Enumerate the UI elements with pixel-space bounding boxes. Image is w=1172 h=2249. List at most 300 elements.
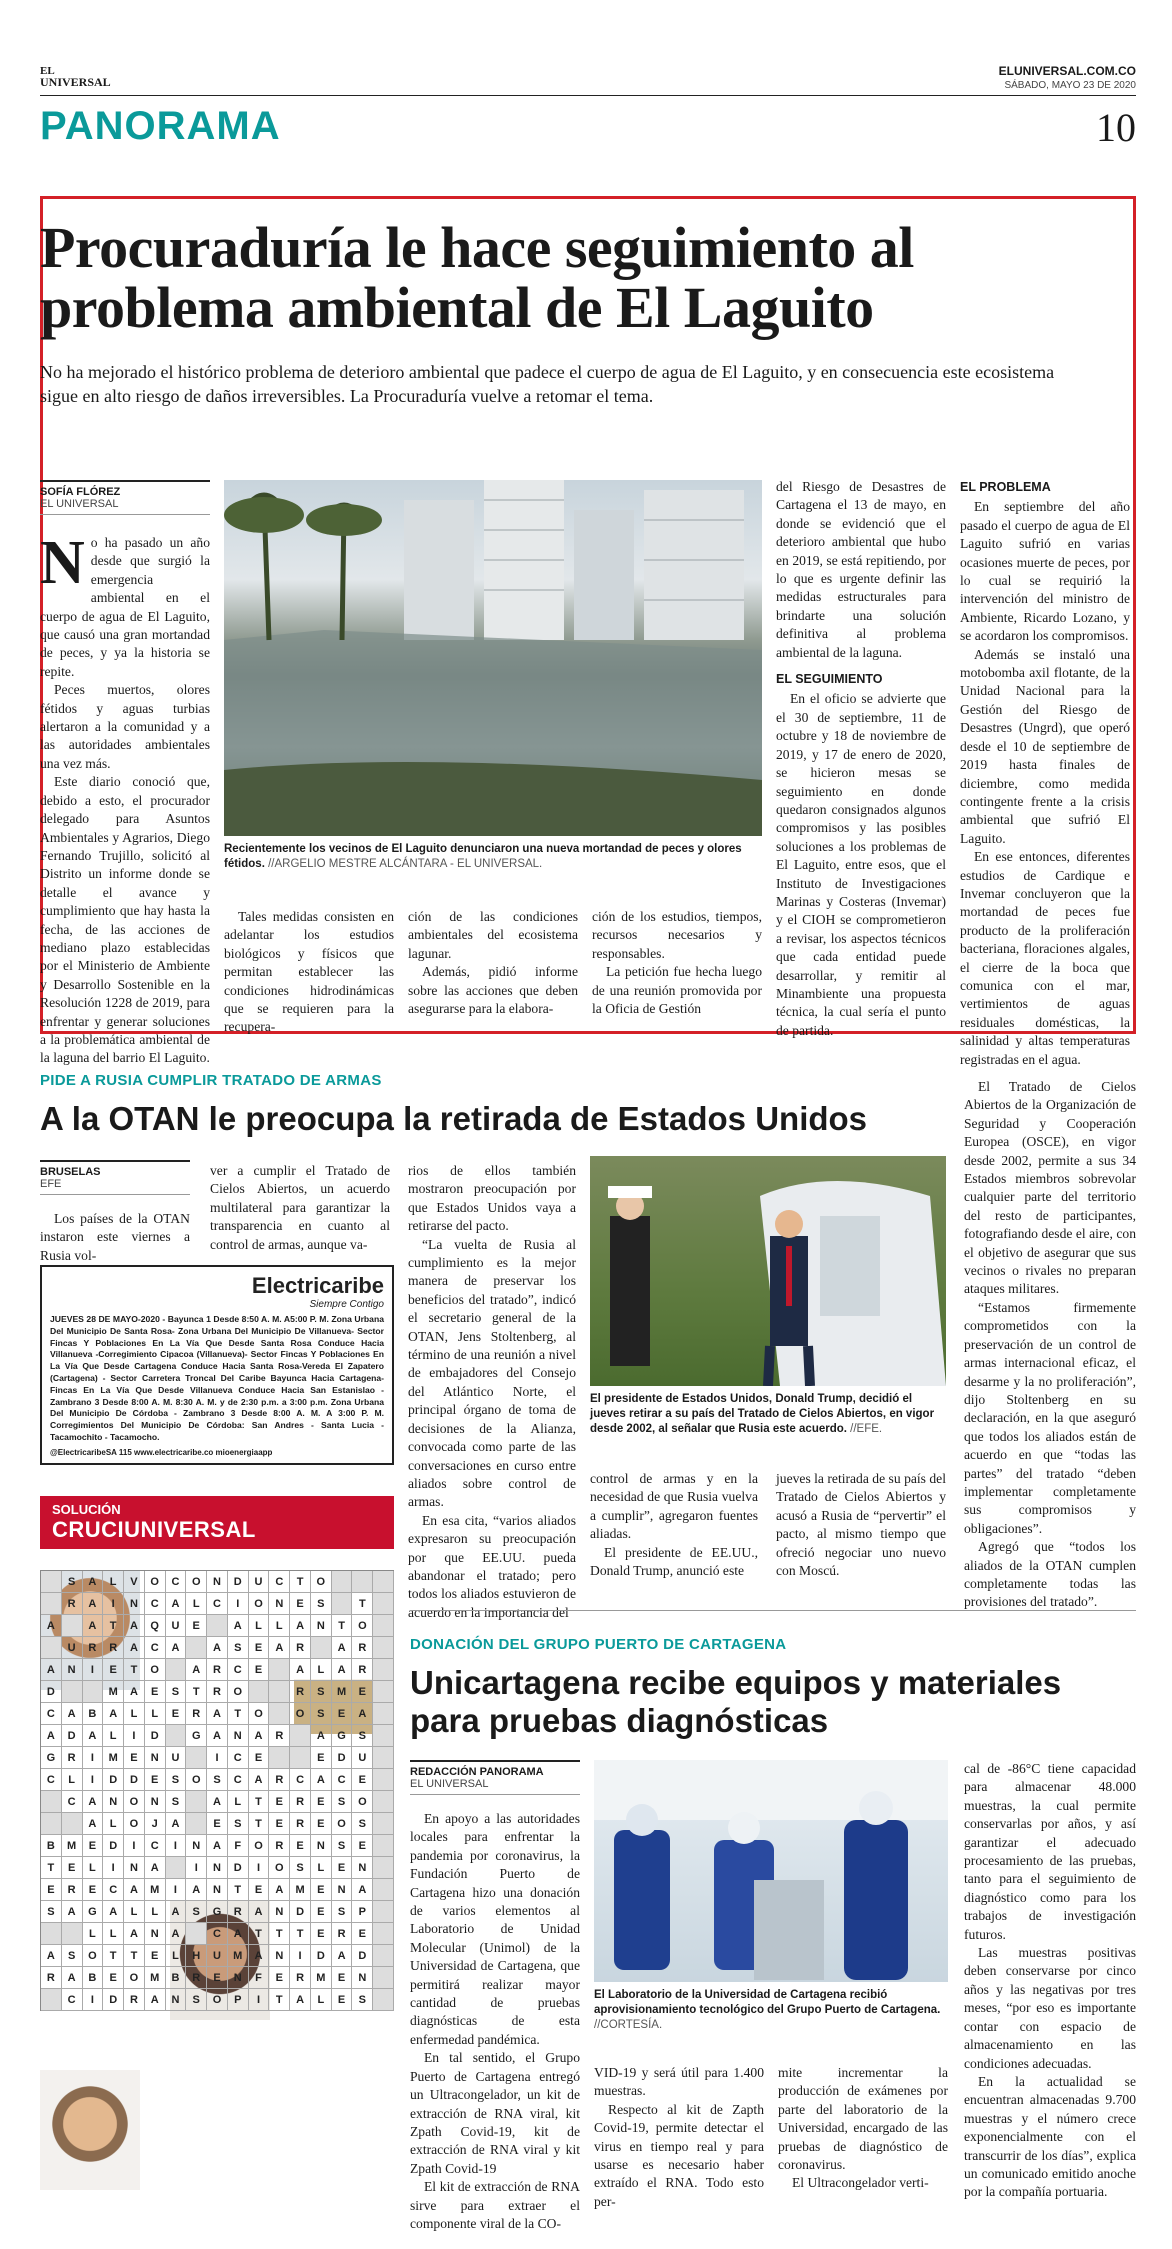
crossword-cell: N bbox=[166, 1989, 187, 2011]
crossword-cell: E bbox=[145, 1769, 166, 1791]
crossword-cell: A bbox=[83, 1813, 104, 1835]
crossword-cell: A bbox=[145, 1857, 166, 1879]
crossword-cell: T bbox=[249, 1923, 270, 1945]
crossword-cell: F bbox=[249, 1967, 270, 1989]
crossword-cell: A bbox=[290, 1659, 311, 1681]
crossword-cell: A bbox=[83, 1725, 104, 1747]
crossword-cell: C bbox=[62, 1989, 83, 2011]
crossword-cell: C bbox=[228, 1659, 249, 1681]
crossword-cell: V bbox=[124, 1571, 145, 1593]
crossword-cell: P bbox=[228, 1989, 249, 2011]
crossword-cell: O bbox=[352, 1615, 373, 1637]
crossword-cell bbox=[373, 1659, 394, 1681]
crossword-cell: R bbox=[62, 1747, 83, 1769]
crossword-cell: I bbox=[83, 1747, 104, 1769]
masthead bbox=[40, 60, 1136, 155]
crossword-cell: G bbox=[332, 1725, 353, 1747]
crossword-cell: R bbox=[186, 1703, 207, 1725]
crossword-cell bbox=[166, 1725, 187, 1747]
crossword-cell: Q bbox=[145, 1615, 166, 1637]
crossword-cell: R bbox=[290, 1813, 311, 1835]
crossword-cell: F bbox=[228, 1835, 249, 1857]
crossword-cell: R bbox=[207, 1659, 228, 1681]
crossword-cell: J bbox=[145, 1813, 166, 1835]
crossword-cell: O bbox=[186, 1769, 207, 1791]
crossword-cell: A bbox=[186, 1659, 207, 1681]
crossword-cell: R bbox=[352, 1637, 373, 1659]
crossword-cell: S bbox=[228, 1813, 249, 1835]
crossword-cell: A bbox=[249, 1769, 270, 1791]
crossword-cell: P bbox=[352, 1901, 373, 1923]
crossword-cell: A bbox=[83, 1791, 104, 1813]
crossword-cell: T bbox=[228, 1879, 249, 1901]
crossword-cell: E bbox=[290, 1593, 311, 1615]
crossword-cell bbox=[41, 1923, 62, 1945]
otan-col-1: Los países de la OTAN instaron este viernes a Rusia vol- bbox=[40, 1211, 190, 1263]
crossword-cell: A bbox=[166, 1813, 187, 1835]
crossword-cell: N bbox=[124, 1593, 145, 1615]
crossword-cell: I bbox=[249, 1857, 270, 1879]
crossword-cell: R bbox=[62, 1593, 83, 1615]
crossword-cell: T bbox=[228, 1703, 249, 1725]
crossword-cell: E bbox=[41, 1879, 62, 1901]
crossword-cell: R bbox=[290, 1637, 311, 1659]
otan-col-4: control de armas y en la necesidad de que Rusia vuelva a cumplir”, agregaron fuentes aliadas. El presidente de EE.UU., Donald Trump, anunció este bbox=[590, 1471, 758, 1579]
crossword-cell: O bbox=[311, 1571, 332, 1593]
crossword-cell: I bbox=[290, 1945, 311, 1967]
crossword-cell: N bbox=[62, 1659, 83, 1681]
crossword-cell bbox=[62, 1615, 83, 1637]
crossword-cell bbox=[373, 1791, 394, 1813]
crossword-cell bbox=[373, 1571, 394, 1593]
crossword-cell: N bbox=[311, 1835, 332, 1857]
crossword-cell: O bbox=[207, 1989, 228, 2011]
crossword-cell: L bbox=[311, 1659, 332, 1681]
crossword-cell bbox=[41, 1637, 62, 1659]
crossword-cell: H bbox=[186, 1945, 207, 1967]
crossword-cell: R bbox=[290, 1967, 311, 1989]
crossword-cell: S bbox=[311, 1703, 332, 1725]
crossword-cell: S bbox=[352, 1725, 373, 1747]
crossword-cell: O bbox=[83, 1945, 104, 1967]
crossword-cell: N bbox=[103, 1791, 124, 1813]
lead-under-col-3: ción de los estudios, tiempos, recursos necesarios y responsables. La petición fue hecha luego de una reunión promovida por la Oficia de Gestión bbox=[592, 909, 762, 1017]
lead-col-4: del Riesgo de Desastres de Cartagena el 13 de mayo, en donde se evidenció que el deterioro ambiental que hubo en 2019, se está repitiendo, por lo que es urgente definir las medidas estructurales para brindarte una solución definitiva al problema ambiental de la laguna. EL SEGUIMIENTO En el oficio se advierte que el 30 de septiembre, 11 de octubre y 18 de noviembre de 2019, y 17 de enero de 2020, se hicieron mesas se seguimiento en donde quedaron consignados algunos compromisos y las posibles soluciones a los problemas de El Laguito, entre esos, que el Instituto de Investigaciones Marinas y Costeras (Invemar) y el CIOH se comprometieron a revisar, los aspectos técnicos que cada entidad puede desarrollar, y remitir al Minambiente una propuesta técnica, la cual sería el punto de partida. bbox=[776, 479, 946, 1038]
crossword-cell: C bbox=[269, 1571, 290, 1593]
crossword-cell bbox=[249, 1681, 270, 1703]
crossword-cell: A bbox=[166, 1901, 187, 1923]
crossword-cell: C bbox=[103, 1879, 124, 1901]
page-number: 10 bbox=[1096, 105, 1136, 150]
crossword-cell: A bbox=[207, 1637, 228, 1659]
crossword-cell bbox=[207, 1615, 228, 1637]
crossword-cell: D bbox=[103, 1835, 124, 1857]
crossword-cell: A bbox=[207, 1703, 228, 1725]
crossword-cell bbox=[269, 1681, 290, 1703]
crossword-cell bbox=[373, 1725, 394, 1747]
crossword-cell: C bbox=[207, 1593, 228, 1615]
crossword-cell: A bbox=[290, 1615, 311, 1637]
otan-kicker: PIDE A RUSIA CUMPLIR TRATADO DE ARMAS bbox=[40, 1072, 382, 1089]
crossword-cell: N bbox=[145, 1923, 166, 1945]
crossword-cell: A bbox=[62, 1967, 83, 1989]
crossword-cell: A bbox=[62, 1703, 83, 1725]
crossword-cell: U bbox=[166, 1747, 187, 1769]
crossword-cell bbox=[62, 1813, 83, 1835]
crossword-cell: O bbox=[228, 1681, 249, 1703]
crossword-cell: T bbox=[249, 1813, 270, 1835]
otan-col-6: El Tratado de Cielos Abiertos de la Organización de Seguridad y Cooperación Europea (OSCE), en vigor desde 2002, permite a sus 34 Estados miembros sobrevolar cualquier parte del territorio del resto de participantes, fotografiando desde el aire, con el objetivo de asegurar que sus vecinos o rivales no preparan ataques militares. “Estamos firmemente comprometidos con la preservación de un control de armas internacional eficaz, el desarme y la no proliferación”, dijo Stoltenberg en su declaración, en la que aseguró que todos los aliados están de acuerdo en que “todas las partes” del tratado “deben implementar completamente sus compromisos y obligaciones”. Agregó que “todos los aliados de la OTAN cumplen completamente todas las provisiones del tratado”. bbox=[964, 1079, 1136, 1610]
crossword-cell: E bbox=[166, 1703, 187, 1725]
crossword-cell: R bbox=[290, 1681, 311, 1703]
crossword-cell bbox=[62, 1923, 83, 1945]
uni-headline: Unicartagena recibe equipos y materiales para pruebas diagnósticas bbox=[410, 1664, 1062, 1739]
crossword-cell: I bbox=[103, 1857, 124, 1879]
crossword-cell: E bbox=[249, 1879, 270, 1901]
crossword-cell bbox=[186, 1747, 207, 1769]
crossword-cell: C bbox=[62, 1791, 83, 1813]
lead-deck: No ha mejorado el histórico problema de deterioro ambiental que padece el cuerpo de agua de El Laguito, y en consecuencia este ecosistema sigue en alto riesgo de daños irreversibles. La Procuraduría vuelve a retomar el tema. bbox=[40, 362, 1055, 406]
crossword-cell: N bbox=[228, 1725, 249, 1747]
crossword-cell: N bbox=[207, 1571, 228, 1593]
crossword-cell: E bbox=[103, 1659, 124, 1681]
crossword-cell: A bbox=[166, 1637, 187, 1659]
crossword-cell: I bbox=[103, 1593, 124, 1615]
crossword-cell bbox=[373, 1967, 394, 1989]
otan-col-2: ver a cumplir el Tratado de Cielos Abiertos, un acuerdo multilateral para garantizar la transparencia en cuanto al control de armas, aunque va- bbox=[210, 1163, 390, 1252]
uni-col-4: cal de -86°C tiene capacidad para almacenar 48.000 muestras, la cual permite conservarlas por años, y así garantizar el adecuado procesamiento de las pruebas, tanto para el seguimiento de diagnóstico como para los trabajos de investigación futuros. Las muestras positivas deben conservarse por cinco años y las negativas por tres meses, “por eso es importante contar con espacio de almacenamiento en las condiciones adecuadas. En la actualidad se encuentran almacenadas 9.700 muestras y el número crece exponencialmente con el transcurrir de los días”, explica un comunicado emitido anoche por la compañía portuaria. bbox=[964, 1761, 1136, 2200]
crossword-cell: S bbox=[41, 1901, 62, 1923]
otan-col-3: rios de ellos también mostraron preocupación por que Estados Unidos vaya a retirarse del pacto. “La vuelta de Rusia al cumplimiento es la mejor manera de preservar los beneficios del tratado”, indicó el secretario general de la OTAN, Jens Stoltenberg, al término de una reunión a nivel de embajadores del Consejo del Atlántico Norte, el principal órgano de toma de decisiones de la Alianza, convocada como parte de las conversaciones en curso entre aliados sobre control de armas. En esa cita, “varios aliados expresaron su preocupación por que EE.UU. pueda abandonar el tratado; pero todos los aliados estuvieron de acuerdo en la importancia del bbox=[408, 1163, 576, 1620]
crossword-cell: L bbox=[145, 1703, 166, 1725]
crossword-cell: I bbox=[83, 1769, 104, 1791]
crossword-cell: A bbox=[186, 1879, 207, 1901]
crossword-cell: A bbox=[311, 1769, 332, 1791]
crossword-cell: S bbox=[207, 1769, 228, 1791]
crossword-cell: A bbox=[41, 1945, 62, 1967]
crossword-cell: T bbox=[290, 1571, 311, 1593]
crossword-cell: E bbox=[83, 1835, 104, 1857]
crossword-cell: S bbox=[62, 1571, 83, 1593]
crossword-cell bbox=[311, 1637, 332, 1659]
crossword-cell bbox=[290, 1725, 311, 1747]
crossword-cell: E bbox=[186, 1615, 207, 1637]
crossword-cell: M bbox=[62, 1835, 83, 1857]
crossword-cell: T bbox=[332, 1615, 353, 1637]
crossword-cell: E bbox=[269, 1791, 290, 1813]
crossword-cell: G bbox=[186, 1725, 207, 1747]
crossword-cell: N bbox=[124, 1857, 145, 1879]
crossword-cell: E bbox=[311, 1747, 332, 1769]
lab-photo bbox=[594, 1760, 948, 1982]
crossword-cell: A bbox=[41, 1659, 62, 1681]
crossword-cell: R bbox=[207, 1681, 228, 1703]
crossword-cell: I bbox=[207, 1747, 228, 1769]
crossword-cell: S bbox=[228, 1637, 249, 1659]
crossword-cell: O bbox=[145, 1659, 166, 1681]
uni-col-2: VID-19 y será útil para 1.400 muestras. Respecto al kit de Zapth Covid-19, permite detectar el virus en tiempo real y para usarse es necesario haber extraído el RNA. Todo esto per- bbox=[594, 2065, 764, 2209]
crossword-cell: C bbox=[207, 1923, 228, 1945]
crossword-cell bbox=[373, 1769, 394, 1791]
crossword-cell: E bbox=[83, 1879, 104, 1901]
crossword-cell: L bbox=[103, 1725, 124, 1747]
crossword-cell bbox=[186, 1923, 207, 1945]
crossword-cell: D bbox=[103, 1989, 124, 2011]
source: EL UNIVERSAL bbox=[40, 498, 210, 515]
crossword-cell: D bbox=[290, 1901, 311, 1923]
crossword-cell bbox=[41, 1989, 62, 2011]
crossword-cell: L bbox=[311, 1857, 332, 1879]
crossword-cell: N bbox=[207, 1857, 228, 1879]
crossword-cell: O bbox=[124, 1967, 145, 1989]
crossword-cell: E bbox=[145, 1681, 166, 1703]
uni-byline: REDACCIÓN PANORAMA EL UNIVERSAL bbox=[410, 1760, 580, 1795]
crossword-cell: E bbox=[311, 1813, 332, 1835]
crossword-cell: A bbox=[83, 1593, 104, 1615]
crossword-cell: L bbox=[83, 1923, 104, 1945]
uni-kicker: DONACIÓN DEL GRUPO PUERTO DE CARTAGENA bbox=[410, 1636, 787, 1653]
crossword-cell: N bbox=[145, 1791, 166, 1813]
crossword-cell: A bbox=[124, 1615, 145, 1637]
crossword-cell: T bbox=[124, 1945, 145, 1967]
helicopter-illustration bbox=[590, 1156, 946, 1386]
crossword-cell: O bbox=[269, 1857, 290, 1879]
crossword-cell: A bbox=[103, 1901, 124, 1923]
crossword-cell: U bbox=[249, 1571, 270, 1593]
otan-col-5: jueves la retirada de su país del Tratado de Cielos Abiertos y acusó a Rusia de “pervertir” el pacto, al mismo tiempo que ofreció negociar uno nuevo con Moscú. bbox=[776, 1471, 946, 1579]
crossword-cell: G bbox=[83, 1901, 104, 1923]
crossword-title: CRUCIUNIVERSAL bbox=[52, 1517, 256, 1542]
crossword-cell: S bbox=[166, 1791, 187, 1813]
crossword-cell: D bbox=[228, 1857, 249, 1879]
crossword-cell: I bbox=[124, 1725, 145, 1747]
crossword-cell bbox=[332, 1593, 353, 1615]
crossword-cell: L bbox=[124, 1703, 145, 1725]
crossword-cell: T bbox=[290, 1923, 311, 1945]
crossword-cell bbox=[373, 1945, 394, 1967]
crossword-cell: A bbox=[228, 1615, 249, 1637]
author: SOFÍA FLÓREZ bbox=[40, 480, 210, 498]
crossword-cell: O bbox=[145, 1571, 166, 1593]
crossword-cell bbox=[186, 1813, 207, 1835]
crossword-cell: C bbox=[41, 1769, 62, 1791]
otan-headline: A la OTAN le preocupa la retirada de Estados Unidos bbox=[40, 1100, 868, 1137]
crossword-cell: O bbox=[124, 1791, 145, 1813]
site-url: ELUNIVERSAL.COM.CO bbox=[998, 64, 1136, 78]
crossword-cell: E bbox=[311, 1923, 332, 1945]
lead-under-col-2: ción de las condiciones ambientales del ecosistema lagunar. Además, pidió informe sobre las acciones que deben asegurarse para la elabora- bbox=[408, 909, 578, 1017]
crossword-cell: D bbox=[124, 1769, 145, 1791]
crossword-area bbox=[40, 1570, 394, 2195]
crossword-cell: T bbox=[352, 1593, 373, 1615]
crossword-cell bbox=[166, 1857, 187, 1879]
crossword-cell: C bbox=[41, 1703, 62, 1725]
crossword-cell bbox=[332, 1571, 353, 1593]
ad-brand: Electricaribe bbox=[251, 1273, 384, 1298]
crossword-cell: R bbox=[352, 1659, 373, 1681]
crossword-cell: R bbox=[269, 1769, 290, 1791]
crossword-cell: A bbox=[41, 1615, 62, 1637]
crossword-cell: L bbox=[228, 1791, 249, 1813]
crossword-cell: S bbox=[186, 1989, 207, 2011]
crossword-cell: A bbox=[124, 1923, 145, 1945]
crossword-cell: D bbox=[228, 1571, 249, 1593]
crossword-cell: E bbox=[269, 1967, 290, 1989]
crossword-cell: A bbox=[83, 1615, 104, 1637]
crossword-cell bbox=[41, 1571, 62, 1593]
crossword-cell: I bbox=[124, 1835, 145, 1857]
crossword-cell bbox=[269, 1659, 290, 1681]
crossword-cell: R bbox=[269, 1725, 290, 1747]
crossword-cell: M bbox=[103, 1681, 124, 1703]
otan-byline: BRUSELAS EFE bbox=[40, 1160, 190, 1195]
crossword-cell: C bbox=[145, 1593, 166, 1615]
crossword-cell: M bbox=[103, 1747, 124, 1769]
crossword-cell: A bbox=[166, 1593, 187, 1615]
crossword-cell: B bbox=[83, 1967, 104, 1989]
crossword-cell: U bbox=[207, 1945, 228, 1967]
crossword-cell: E bbox=[207, 1967, 228, 1989]
crossword-cell: A bbox=[41, 1725, 62, 1747]
crossword-cell bbox=[373, 1637, 394, 1659]
lead-headline: Procuraduría le hace seguimiento al problema ambiental de El Laguito bbox=[40, 215, 914, 340]
crossword-cell: M bbox=[145, 1879, 166, 1901]
crossword-cell: A bbox=[124, 1681, 145, 1703]
crossword-cell bbox=[186, 1637, 207, 1659]
lead-col-1: No ha pasado un año desde que surgió la emergencia ambiental en el cuerpo de agua de El Laguito, que causó una gran mortandad de peces, y ya la historia se repite. Peces muertos, olores fétidos y aguas turbias alertaron a la comunidad y a las autoridades ambientales una vez más. Este diario conoció que, debido a esto, el procurador delegado para Asuntos Ambientales y Agrarios, Diego Fernando Trujillo, solicitó al Distrito un informe donde se detalle el avance y cumplimiento que hay hasta la fecha, de las acciones de mediano plazo establecidas por el Ministerio de Ambiente y Desarrollo Sostenible en la Resolución 1228 de 2019, para enfrentar y generar soluciones a la problemática ambiental de la laguna del barrio El Laguito. bbox=[40, 529, 210, 1066]
crossword-cell bbox=[41, 1813, 62, 1835]
crossword-cell: A bbox=[124, 1879, 145, 1901]
crossword-cell: U bbox=[166, 1615, 187, 1637]
crossword-cell: A bbox=[352, 1879, 373, 1901]
crossword-cell bbox=[373, 1747, 394, 1769]
crossword-cell: C bbox=[228, 1769, 249, 1791]
crossword-cell: S bbox=[311, 1681, 332, 1703]
crossword-cell: A bbox=[290, 1989, 311, 2011]
crossword-cell: E bbox=[249, 1747, 270, 1769]
crossword-cell: O bbox=[249, 1835, 270, 1857]
crossword-cell: B bbox=[166, 1967, 187, 1989]
crossword-cell: N bbox=[332, 1879, 353, 1901]
crossword-cell: M bbox=[332, 1681, 353, 1703]
crossword-cell: B bbox=[83, 1703, 104, 1725]
portrait-3 bbox=[40, 2070, 140, 2190]
crossword-cell bbox=[373, 1813, 394, 1835]
crossword-cell: E bbox=[352, 1769, 373, 1791]
ad-tagline: Siempre Contigo bbox=[309, 1299, 384, 1310]
crossword-cell: E bbox=[249, 1637, 270, 1659]
crossword-cell: I bbox=[186, 1857, 207, 1879]
crossword-cell bbox=[186, 1791, 207, 1813]
crossword-cell bbox=[373, 1835, 394, 1857]
lake-photo bbox=[224, 480, 762, 836]
crossword-cell: T bbox=[41, 1857, 62, 1879]
crossword-header bbox=[40, 1496, 394, 1549]
crossword-cell: C bbox=[290, 1769, 311, 1791]
crossword-cell: C bbox=[145, 1637, 166, 1659]
crossword-cell: I bbox=[83, 1659, 104, 1681]
crossword-cell: E bbox=[269, 1813, 290, 1835]
crossword-cell: I bbox=[249, 1989, 270, 2011]
crossword-cell bbox=[373, 1879, 394, 1901]
crossword-cell: C bbox=[228, 1747, 249, 1769]
crossword-cell bbox=[373, 1703, 394, 1725]
crossword-cell: A bbox=[311, 1725, 332, 1747]
crossword-cell: A bbox=[332, 1945, 353, 1967]
crossword-cell: E bbox=[124, 1747, 145, 1769]
crossword-cell: S bbox=[166, 1769, 187, 1791]
crossword-cell: A bbox=[269, 1879, 290, 1901]
crossword-cell: D bbox=[145, 1725, 166, 1747]
crossword-cell: C bbox=[332, 1769, 353, 1791]
crossword-cell: S bbox=[352, 1813, 373, 1835]
crossword-cell: L bbox=[124, 1901, 145, 1923]
crossword-cell: S bbox=[352, 1989, 373, 2011]
crossword-cell: R bbox=[332, 1923, 353, 1945]
crossword-cell: A bbox=[332, 1637, 353, 1659]
crossword-cell: A bbox=[207, 1791, 228, 1813]
crossword-cell: T bbox=[124, 1659, 145, 1681]
crossword-cell: M bbox=[311, 1967, 332, 1989]
crossword-cell: R bbox=[228, 1901, 249, 1923]
crossword-cell: E bbox=[352, 1681, 373, 1703]
lab-illustration bbox=[594, 1760, 948, 1982]
crossword-cell: D bbox=[311, 1945, 332, 1967]
crossword-cell bbox=[373, 1989, 394, 2011]
crossword-cell: O bbox=[249, 1703, 270, 1725]
crossword-cell: L bbox=[166, 1945, 187, 1967]
trump-photo bbox=[590, 1156, 946, 1386]
header-rule bbox=[40, 95, 1136, 96]
crossword-cell: S bbox=[62, 1945, 83, 1967]
crossword-cell: L bbox=[269, 1615, 290, 1637]
crossword-cell: S bbox=[332, 1791, 353, 1813]
crossword-cell: N bbox=[207, 1879, 228, 1901]
crossword-cell: D bbox=[352, 1945, 373, 1967]
logo: EL UNIVERSAL bbox=[40, 65, 111, 89]
crossword-cell: S bbox=[332, 1901, 353, 1923]
crossword-cell: R bbox=[186, 1967, 207, 1989]
crossword-cell: O bbox=[352, 1791, 373, 1813]
crossword-cell: E bbox=[311, 1901, 332, 1923]
crossword-cell: N bbox=[352, 1857, 373, 1879]
crossword-cell: L bbox=[103, 1813, 124, 1835]
crossword-cell: N bbox=[186, 1835, 207, 1857]
crossword-cell: E bbox=[249, 1659, 270, 1681]
crossword-cell: L bbox=[103, 1571, 124, 1593]
crossword-cell: I bbox=[228, 1593, 249, 1615]
crossword-cell: L bbox=[62, 1769, 83, 1791]
crossword-cell bbox=[373, 1681, 394, 1703]
crossword-cell: I bbox=[83, 1989, 104, 2011]
crossword-cell: N bbox=[311, 1615, 332, 1637]
crossword-cell: E bbox=[352, 1923, 373, 1945]
crossword-cell: E bbox=[332, 1989, 353, 2011]
crossword-cell: S bbox=[290, 1857, 311, 1879]
crossword-cell: C bbox=[166, 1571, 187, 1593]
crossword-cell bbox=[166, 1659, 187, 1681]
crossword-cell: L bbox=[311, 1989, 332, 2011]
uni-caption: El Laboratorio de la Universidad de Cartagena recibió aprovisionamiento tecnológico del Grupo Puerto de Cartagena. //CORTESÍA. bbox=[594, 1989, 941, 2031]
crossword-cell: T bbox=[103, 1945, 124, 1967]
crossword-cell bbox=[352, 1571, 373, 1593]
crossword-cell: L bbox=[249, 1615, 270, 1637]
crossword-cell: C bbox=[145, 1835, 166, 1857]
crossword-cell: O bbox=[249, 1593, 270, 1615]
crossword-cell: A bbox=[207, 1835, 228, 1857]
crossword-cell: E bbox=[311, 1879, 332, 1901]
crossword-cell: A bbox=[228, 1923, 249, 1945]
